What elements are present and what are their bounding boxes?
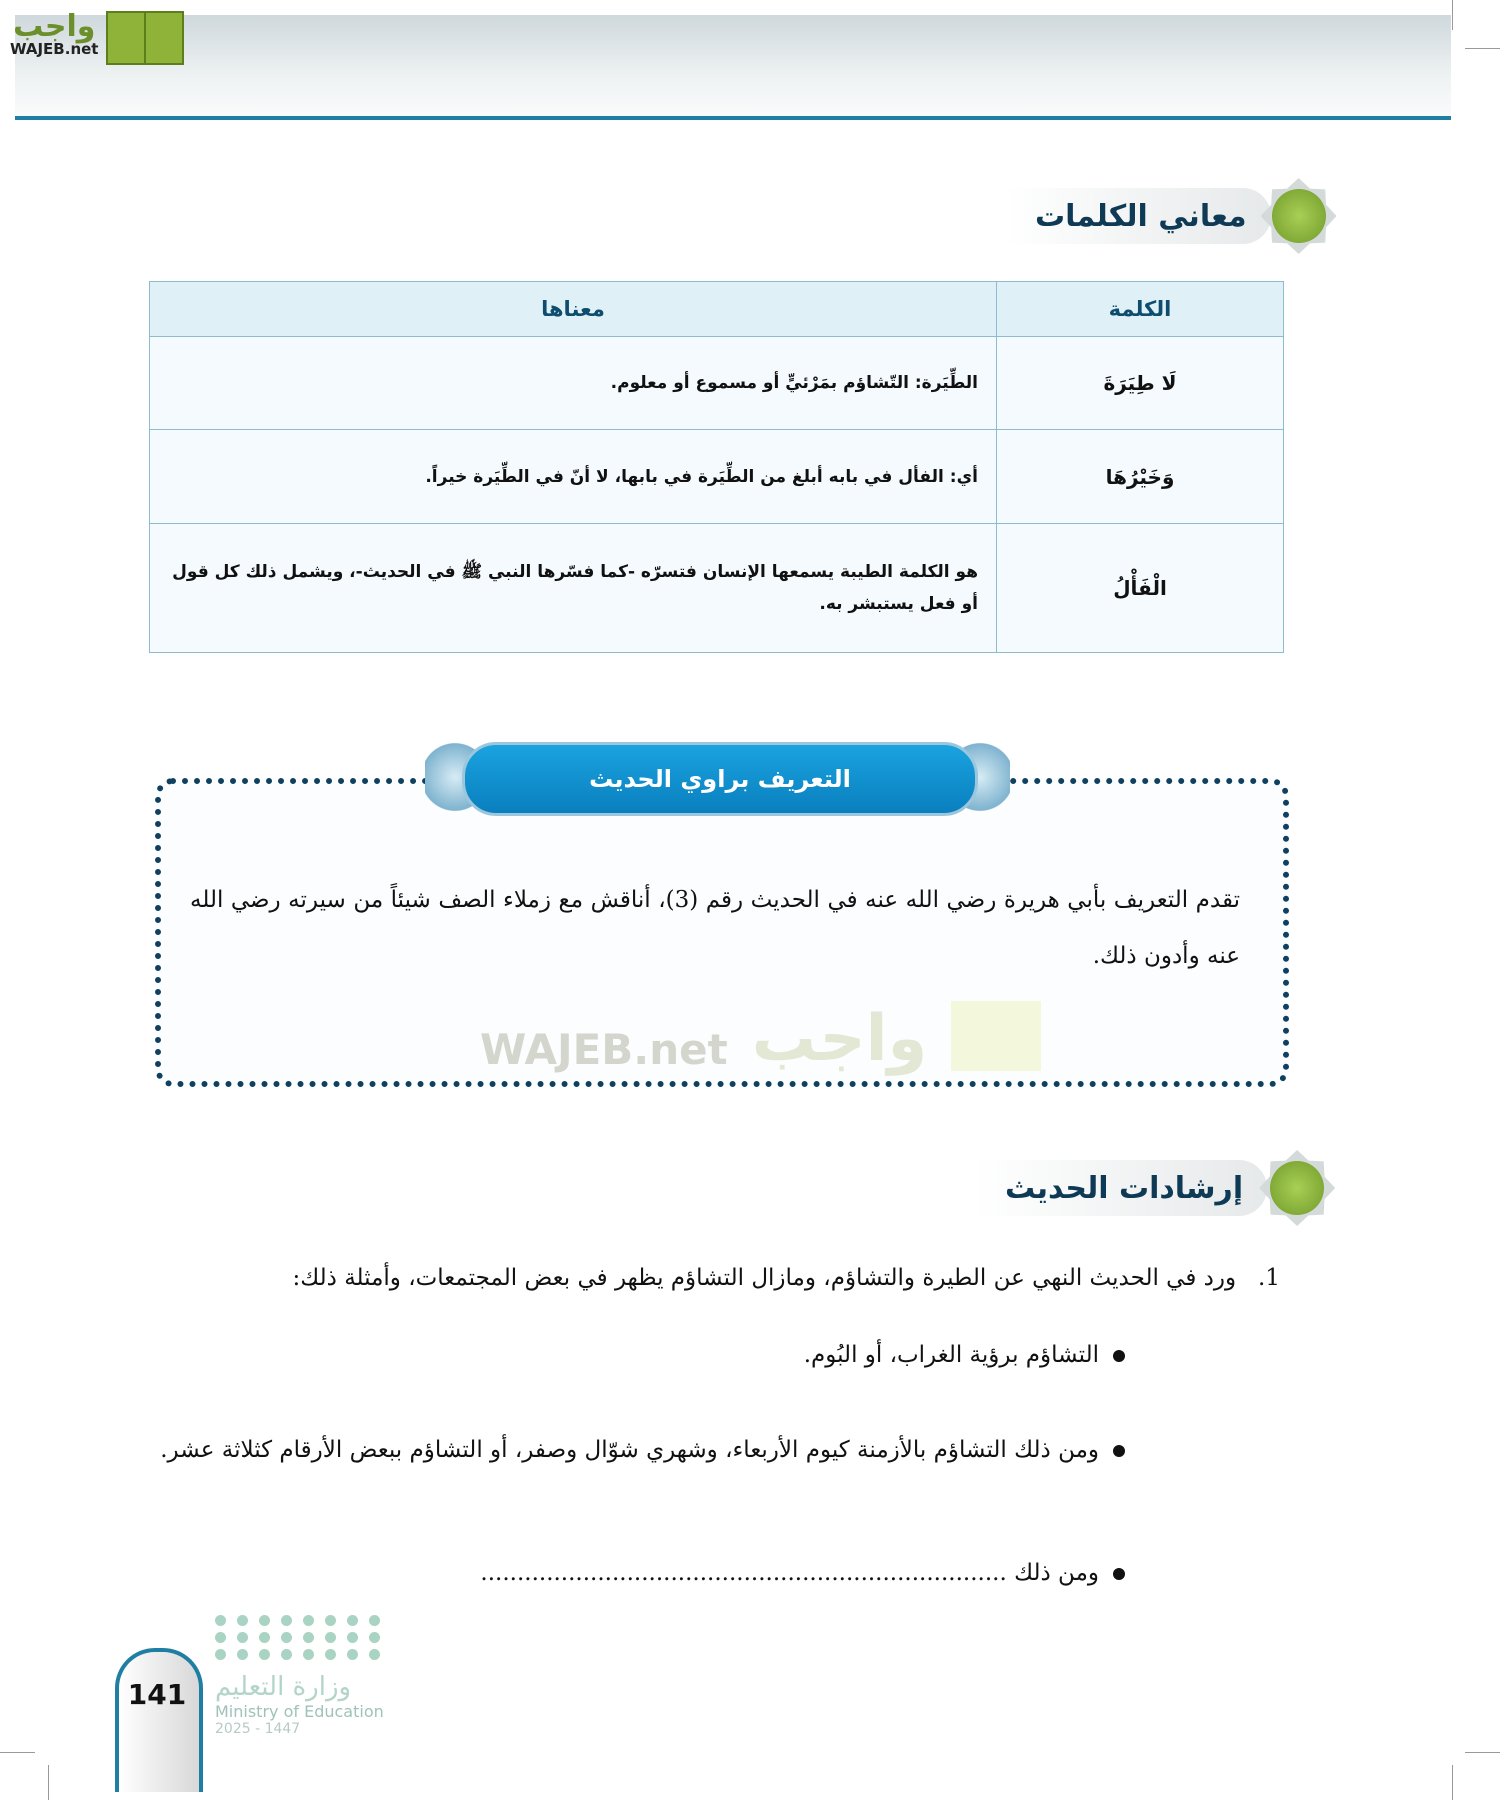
table-row <box>150 337 1284 430</box>
watermark-arabic: واجب <box>751 1002 928 1076</box>
word-cell: وَخَيْرُهَا <box>997 430 1284 524</box>
page-number-tab <box>115 1648 203 1792</box>
crop-mark <box>0 1752 35 1753</box>
table-row <box>150 524 1284 653</box>
answer-blank[interactable]: ........................................................................ <box>480 1560 1007 1586</box>
bullet-icon <box>1113 1350 1125 1362</box>
page-number: 141 <box>127 1678 187 1711</box>
narrator-box-title: التعريف براوي الحديث <box>462 742 978 816</box>
crop-mark <box>1465 48 1500 49</box>
table-row <box>150 430 1284 524</box>
table-header-row <box>150 282 1284 337</box>
bullet-item-fill-in: ومن ذلك ........................................................................ <box>130 1560 1280 1586</box>
ministry-year: 2025 - 1447 <box>215 1721 301 1737</box>
ministry-of-education-logo <box>215 1615 415 1737</box>
wajeb-logo[interactable] <box>10 5 184 63</box>
meaning-cell: أي: الفأل في بابه أبلغ من الطِّيَرة في بابها، لا أنّ في الطِّيَرة خيراً. <box>150 430 997 524</box>
section-heading-guidance <box>975 1150 1335 1226</box>
bullet-icon <box>1113 1445 1125 1457</box>
logo-arabic: واجب <box>13 8 96 44</box>
header-divider <box>15 116 1451 120</box>
crop-mark <box>1452 0 1453 30</box>
section-title: معاني الكلمات <box>1035 198 1247 234</box>
header-banner <box>15 15 1451 117</box>
bullet-icon <box>1113 1568 1125 1580</box>
section-title: إرشادات الحديث <box>1005 1170 1244 1206</box>
crop-mark <box>1452 1765 1453 1800</box>
bullet-item: ومن ذلك التشاؤم بالأزمنة كيوم الأربعاء، وشهري شوّال وصفر، أو التشاؤم ببعض الأرقام كثلاثة عشر. <box>130 1418 1280 1482</box>
word-cell: الْفَأْلُ <box>997 524 1284 653</box>
item-number: 1. <box>1258 1265 1280 1291</box>
narrator-text: تقدم التعريف بأبي هريرة رضي الله عنه في الحديث رقم (3)، أناقش مع زملاء الصف شيئاً من سيرته رضي الله عنه وأدون ذلك. <box>190 887 1240 969</box>
octagon-badge-icon <box>1261 178 1337 254</box>
word-cell: لَا طِيَرَةَ <box>997 337 1284 430</box>
word-meanings-table <box>149 281 1284 653</box>
column-header-word: الكلمة <box>997 282 1284 337</box>
meaning-cell: الطِّيَرة: التّشاؤم بمَرْئيٍّ أو مسموع أو معلوم. <box>150 337 997 430</box>
crop-mark <box>48 1765 49 1800</box>
ministry-name-english: Ministry of Education <box>215 1702 384 1721</box>
octagon-badge-icon <box>1259 1150 1335 1226</box>
section-heading-word-meanings <box>1005 178 1337 254</box>
watermark-english: WAJEB.net <box>480 1025 728 1074</box>
ministry-name-arabic: وزارة التعليم <box>215 1672 352 1702</box>
column-header-meaning: معناها <box>150 282 997 337</box>
meaning-cell: هو الكلمة الطيبة يسمعها الإنسان فتسرّه -كما فسّرها النبي ﷺ في الحديث-، ويشمل ذلك كل قول أو فعل يستبشر به. <box>150 524 997 653</box>
logo-english: WAJEB.net <box>10 39 99 58</box>
book-icon <box>104 5 184 63</box>
item-text: ورد في الحديث النهي عن الطيرة والتشاؤم، ومازال التشاؤم يظهر في بعض المجتمعات، وأمثلة ذلك: <box>292 1265 1237 1291</box>
crop-mark <box>1465 1752 1500 1753</box>
bullet-item: التشاؤم برؤية الغراب، أو البُوم. <box>130 1342 1280 1368</box>
guidance-item-1 <box>130 1265 1280 1291</box>
